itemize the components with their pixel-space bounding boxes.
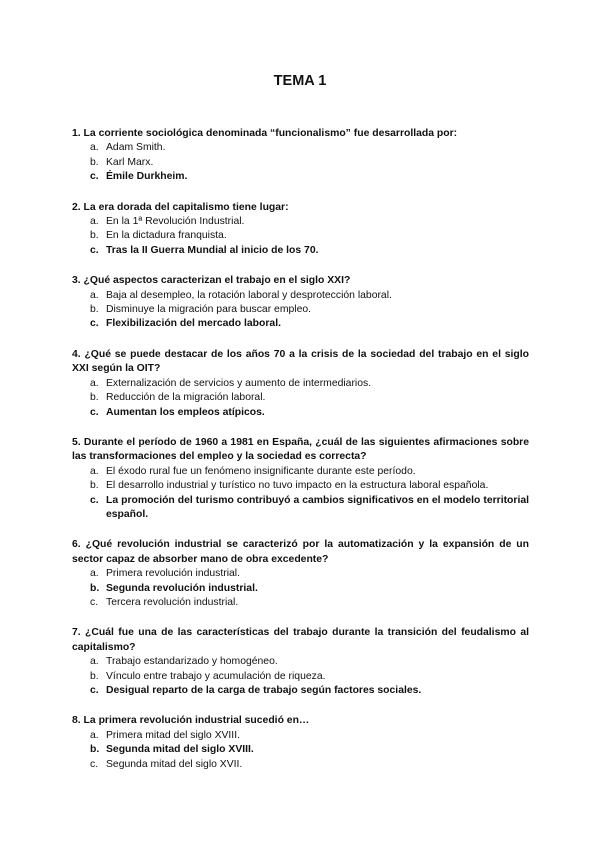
answer-option	[72, 391, 529, 405]
answer-options	[72, 655, 529, 698]
option-text: En la dictadura franquista.	[106, 230, 227, 242]
option-letter: a.	[90, 216, 99, 228]
option-text: La promoción del turismo contribuyó a cambios significativos en el modelo territorial español.	[106, 494, 529, 520]
question-1	[72, 127, 529, 185]
option-letter: b.	[90, 156, 99, 168]
option-text: El éxodo rural fue un fenómeno insignificante durante este período.	[106, 465, 416, 477]
option-letter: b.	[90, 392, 99, 404]
question-text: 8. La primera revolución industrial sucedió en…	[72, 715, 310, 727]
option-text: Primera mitad del siglo XVIII.	[106, 729, 240, 741]
option-letter: a.	[90, 465, 99, 477]
question-text: 6. ¿Qué revolución industrial se caracterizó por la automatización y la expansión de un sector capaz de absorber mano de obra excedente?	[72, 539, 529, 565]
option-letter: b.	[90, 744, 100, 756]
correct-answer-option	[72, 684, 529, 698]
option-letter: a.	[90, 656, 99, 668]
question-list	[72, 127, 529, 788]
document-title: TEMA 1	[273, 73, 327, 89]
question-text: 3. ¿Qué aspectos caracterizan el trabajo en el siglo XXI?	[72, 275, 351, 287]
option-letter: b.	[90, 670, 99, 682]
option-text: El desarrollo industrial y turístico no tuvo impacto en la estructura laboral española.	[106, 480, 489, 492]
correct-answer-option	[72, 244, 529, 258]
option-text: Tercera revolución industrial.	[106, 596, 239, 608]
answer-option	[72, 377, 529, 391]
option-text: Disminuye la migración para buscar empleo.	[106, 304, 312, 316]
option-text: Baja al desempleo, la rotación laboral y desprotección laboral.	[106, 289, 392, 301]
question-text: 7. ¿Cuál fue una de las características del trabajo durante la transición del feudalismo al capitalismo?	[72, 627, 529, 653]
question-text: 1. La corriente sociológica denominada “funcionalismo” fue desarrollada por:	[72, 128, 458, 139]
option-text: Primera revolución industrial.	[106, 568, 240, 580]
option-letter: c.	[90, 406, 99, 418]
question-text: 4. ¿Qué se puede destacar de los años 70 a la crisis de la sociedad del trabajo en el siglo XXI según la OIT?	[72, 348, 529, 375]
answer-option	[72, 670, 529, 684]
correct-answer-option	[72, 743, 529, 757]
question-8	[72, 714, 529, 772]
option-text: Aumentan los empleos atípicos.	[106, 406, 265, 418]
question-3	[72, 274, 529, 332]
question-6	[72, 538, 529, 610]
answer-option	[72, 156, 529, 170]
option-letter: a.	[90, 289, 99, 301]
answer-options	[72, 215, 529, 258]
option-letter: b.	[90, 230, 99, 242]
option-text: En la 1ª Revolución Industrial.	[106, 216, 245, 228]
option-text: Tras la II Guerra Mundial al inicio de los 70.	[106, 244, 319, 256]
answer-options	[72, 465, 529, 523]
correct-answer-option	[72, 317, 529, 331]
question-text: 2. La era dorada del capitalismo tiene lugar:	[72, 201, 289, 213]
answer-option	[72, 303, 529, 317]
option-text: Segunda mitad del siglo XVII.	[106, 758, 243, 770]
option-text: Reducción de la migración laboral.	[106, 392, 266, 404]
answer-option	[72, 465, 529, 479]
answer-option	[72, 655, 529, 669]
option-letter: c.	[90, 494, 99, 506]
answer-option	[72, 567, 529, 581]
option-text: Vínculo entre trabajo y acumulación de riqueza.	[106, 670, 326, 682]
question-5	[72, 436, 529, 522]
correct-answer-option	[72, 170, 529, 184]
option-letter: c.	[90, 171, 99, 183]
answer-option	[72, 141, 529, 155]
option-text: Segunda mitad del siglo XVIII.	[106, 744, 254, 756]
answer-options	[72, 141, 529, 184]
option-letter: a.	[90, 729, 99, 741]
option-letter: c.	[90, 685, 99, 696]
answer-options	[72, 377, 529, 420]
option-letter: c.	[90, 244, 99, 256]
answer-options	[72, 729, 529, 772]
answer-option	[72, 729, 529, 743]
option-letter: a.	[90, 377, 99, 389]
answer-option	[72, 758, 529, 772]
answer-option	[72, 289, 529, 303]
option-text: Adam Smith.	[106, 142, 166, 154]
option-text: Desigual reparto de la carga de trabajo según factores sociales.	[106, 685, 422, 696]
option-letter: b.	[90, 582, 100, 594]
option-letter: a.	[90, 568, 99, 580]
question-7	[72, 626, 529, 698]
answer-options	[72, 289, 529, 332]
option-text: Segunda revolución industrial.	[106, 582, 258, 594]
correct-answer-option	[72, 406, 529, 420]
option-letter: b.	[90, 480, 99, 492]
option-text: Flexibilización del mercado laboral.	[106, 318, 281, 330]
question-4	[72, 348, 529, 420]
answer-option	[72, 229, 529, 243]
option-letter: c.	[90, 318, 99, 330]
option-letter: c.	[90, 596, 99, 608]
option-letter: c.	[90, 758, 99, 770]
option-text: Karl Marx.	[106, 156, 154, 168]
option-text: Trabajo estandarizado y homogéneo.	[106, 656, 278, 668]
correct-answer-option	[72, 494, 529, 523]
answer-option	[72, 596, 529, 610]
option-letter: a.	[90, 142, 99, 154]
answer-option	[72, 215, 529, 229]
option-text: Émile Durkheim.	[106, 171, 188, 183]
question-2	[72, 201, 529, 259]
option-text: Externalización de servicios y aumento de intermediarios.	[106, 377, 372, 389]
correct-answer-option	[72, 582, 529, 596]
answer-options	[72, 567, 529, 610]
question-text: 5. Durante el período de 1960 a 1981 en España, ¿cuál de las siguientes afirmaciones sobre las transformaciones del empleo y la sociedad es correcta?	[72, 436, 529, 463]
option-letter: b.	[90, 304, 99, 316]
answer-option	[72, 479, 529, 493]
